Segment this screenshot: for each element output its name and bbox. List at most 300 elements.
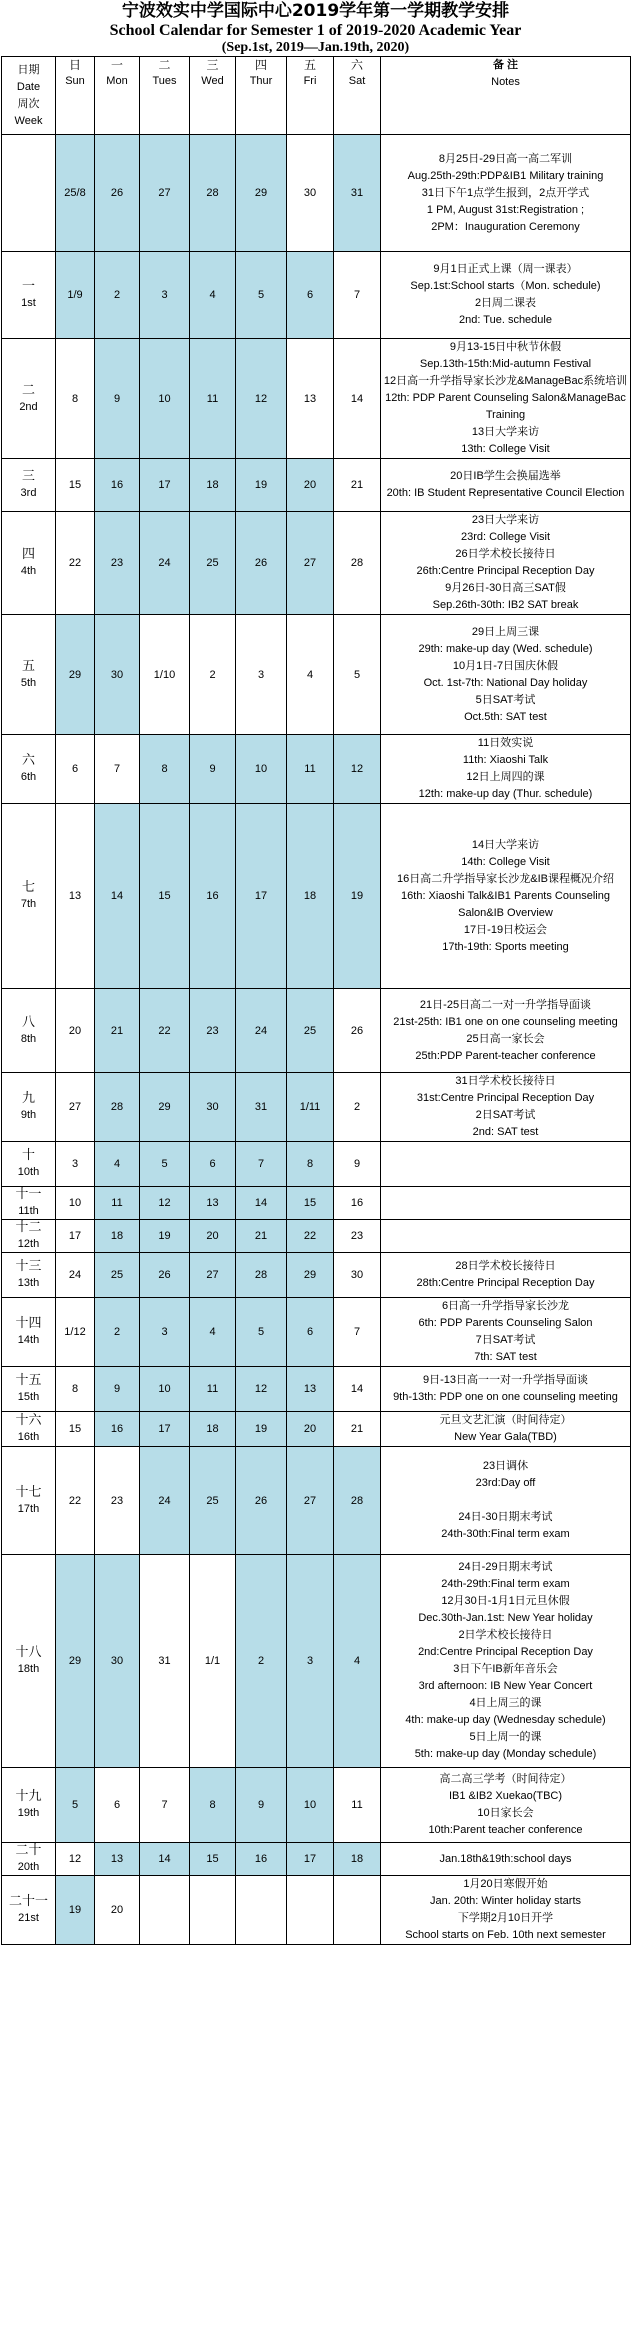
week-number-en: 18th [17, 1663, 40, 1676]
day-cell-sun: 6 [56, 735, 95, 804]
note-line: 21日-25日高二一对一升学指导面谈 [419, 998, 592, 1011]
week-row [2, 135, 631, 252]
week-number-zh: 四 [21, 547, 35, 563]
notes-cell [381, 512, 631, 615]
note-line: 20日IB学生会换届选举 [450, 470, 561, 483]
notes-cell [381, 1187, 631, 1220]
title-english: School Calendar for Semester 1 of 2019-2020 Academic Year [109, 21, 522, 39]
day-cell-sun: 29 [56, 615, 95, 735]
day-cell-tue: 29 [140, 1073, 190, 1142]
day-cell-mon: 9 [95, 1367, 140, 1412]
day-cell-wed: 11 [190, 1367, 236, 1412]
day-cell-sun: 19 [56, 1876, 95, 1945]
day-cell-thu: 16 [236, 1843, 287, 1876]
day-cell-sun: 24 [56, 1253, 95, 1298]
week-number-en: 6th [20, 771, 37, 784]
day-header-wed: 三 Wed [190, 57, 236, 135]
day-cell-tue: 1/10 [140, 615, 190, 735]
day-cell-sat: 21 [334, 459, 381, 512]
week-number-zh: 三 [21, 469, 35, 485]
day-cell-sat: 7 [334, 252, 381, 339]
day-cell-sun: 22 [56, 1447, 95, 1555]
day-cell-wed: 28 [190, 135, 236, 252]
day-cell-sat: 7 [334, 1298, 381, 1367]
day-cell-tue: 3 [140, 252, 190, 339]
week-number-cell [2, 1220, 56, 1253]
note-line: 14th: College Visit [461, 855, 550, 868]
note-line: School starts on Feb. 10th next semester [405, 1929, 606, 1942]
note-line: 24日-30日期末考试 [458, 1511, 553, 1524]
day-cell-wed: 11 [190, 339, 236, 459]
week-number-cell [2, 804, 56, 989]
day-cell-tue: 19 [140, 1220, 190, 1253]
day-cell-mon: 4 [95, 1142, 140, 1187]
day-cell-sat: 21 [334, 1412, 381, 1447]
note-line: 12th: make-up day (Thur. schedule) [418, 788, 593, 801]
note-line: 下学期2月10日开学 [457, 1912, 554, 1925]
note-line: 2日周二课表 [474, 297, 537, 310]
week-number-zh: 二十一 [8, 1894, 48, 1910]
day-cell-sun: 25/8 [56, 135, 95, 252]
note-line: 23日调休 [482, 1460, 529, 1473]
note-line: Jan.18th&19th:school days [439, 1852, 572, 1865]
week-number-cell [2, 1142, 56, 1187]
day-cell-fri: 20 [287, 1412, 334, 1447]
day-cell-tue: 31 [140, 1555, 190, 1768]
day-cell-mon: 28 [95, 1073, 140, 1142]
note-line: 16日高二升学指导家长沙龙&IB课程概况介绍 [397, 872, 614, 885]
note-line: 13th: College Visit [461, 443, 550, 456]
note-line: 9月13-15日中秋节休假 [449, 341, 562, 354]
week-row [2, 1768, 631, 1843]
notes-cell [381, 615, 631, 735]
day-header-fri: 五 Fri [287, 57, 334, 135]
note-line: 4日上周三的课 [469, 1697, 542, 1710]
note-line: 2nd: SAT test [472, 1126, 539, 1139]
day-cell-sun: 15 [56, 459, 95, 512]
day-cell-fri: 10 [287, 1768, 334, 1843]
note-line: 5th: make-up day (Monday schedule) [414, 1748, 597, 1761]
note-line: 8月25日-29日高一高二军训 [438, 152, 573, 165]
day-cell-fri: 27 [287, 1447, 334, 1555]
day-cell-sun: 8 [56, 339, 95, 459]
day-cell-thu [236, 1876, 287, 1945]
notes-cell [381, 1298, 631, 1367]
day-cell-thu: 19 [236, 459, 287, 512]
week-number-zh: 一 [21, 279, 35, 295]
notes-cell [381, 1142, 631, 1187]
day-cell-thu: 3 [236, 615, 287, 735]
day-cell-sun: 5 [56, 1768, 95, 1843]
notes-cell [381, 459, 631, 512]
day-cell-sat: 4 [334, 1555, 381, 1768]
week-number-zh: 十三 [15, 1259, 42, 1275]
note-line: 11日效实说 [477, 737, 534, 750]
note-line: 9月1日正式上课（周一课表） [433, 263, 578, 276]
day-cell-mon: 30 [95, 1555, 140, 1768]
week-number-cell [2, 1447, 56, 1555]
day-cell-tue: 14 [140, 1843, 190, 1876]
week-number-zh: 七 [21, 880, 35, 896]
week-number-cell [2, 1843, 56, 1876]
week-row [2, 512, 631, 615]
week-row [2, 735, 631, 804]
week-number-en: 5th [20, 676, 37, 689]
day-cell-thu: 24 [236, 989, 287, 1073]
day-cell-wed: 13 [190, 1187, 236, 1220]
day-cell-fri [287, 1876, 334, 1945]
week-label-en: Week [14, 114, 43, 127]
note-line: 12月30日-1月1日元旦休假 [441, 1595, 570, 1608]
note-line: 13日大学来访 [471, 426, 540, 439]
note-line: 17th-19th: Sports meeting [442, 940, 569, 953]
day-cell-sat: 19 [334, 804, 381, 989]
week-row [2, 1843, 631, 1876]
day-cell-sat: 18 [334, 1843, 381, 1876]
day-cell-wed: 6 [190, 1142, 236, 1187]
day-cell-sat: 14 [334, 339, 381, 459]
week-number-en: 11th [18, 1205, 39, 1218]
note-line: 2日SAT考试 [475, 1109, 536, 1122]
day-cell-fri: 15 [287, 1187, 334, 1220]
week-row [2, 1447, 631, 1555]
week-number-cell [2, 1253, 56, 1298]
week-number-cell [2, 252, 56, 339]
week-number-en: 7th [20, 898, 37, 911]
day-cell-wed: 9 [190, 735, 236, 804]
week-row [2, 339, 631, 459]
week-number-cell [2, 512, 56, 615]
note-line: 2PM：Inauguration Ceremony [431, 220, 580, 233]
note-line: 2nd: Tue. schedule [459, 314, 552, 327]
day-cell-mon: 23 [95, 1447, 140, 1555]
week-row [2, 1876, 631, 1945]
week-row [2, 615, 631, 735]
week-number-en: 19th [17, 1807, 40, 1820]
week-number-en: 2nd [19, 400, 38, 413]
day-cell-tue: 26 [140, 1253, 190, 1298]
day-cell-tue: 10 [140, 1367, 190, 1412]
note-line: 23日大学来访 [471, 514, 540, 527]
day-cell-sun: 1/12 [56, 1298, 95, 1367]
note-line: 17日-19日校运会 [463, 923, 548, 936]
week-number-cell [2, 1187, 56, 1220]
day-cell-wed: 20 [190, 1220, 236, 1253]
day-cell-tue: 8 [140, 735, 190, 804]
day-cell-thu: 9 [236, 1768, 287, 1843]
note-line: 31st:Centre Principal Reception Day [416, 1092, 595, 1105]
note-line: Sep.1st:School starts（Mon. schedule) [410, 280, 601, 293]
day-cell-mon: 14 [95, 804, 140, 989]
note-line: Dec.30th-Jan.1st: New Year holiday [418, 1612, 593, 1625]
note-line: 10月1日-7日国庆休假 [452, 659, 559, 672]
day-cell-thu: 29 [236, 135, 287, 252]
day-cell-fri: 29 [287, 1253, 334, 1298]
day-cell-sat: 31 [334, 135, 381, 252]
day-cell-fri: 13 [287, 339, 334, 459]
day-cell-fri: 22 [287, 1220, 334, 1253]
note-line: 20th: IB Student Representative Council Election [386, 487, 625, 500]
week-number-cell [2, 1073, 56, 1142]
day-cell-thu: 12 [236, 339, 287, 459]
notes-cell [381, 804, 631, 989]
day-cell-tue: 10 [140, 339, 190, 459]
notes-cell [381, 1253, 631, 1298]
week-number-zh: 二十 [15, 1843, 42, 1859]
week-number-zh: 十四 [15, 1316, 42, 1332]
day-cell-mon: 21 [95, 989, 140, 1073]
week-row [2, 1555, 631, 1768]
day-cell-tue: 7 [140, 1768, 190, 1843]
note-line: 26日学术校长接待日 [455, 548, 556, 561]
day-cell-mon: 2 [95, 252, 140, 339]
day-cell-wed: 4 [190, 1298, 236, 1367]
note-line: 6日高一升学指导家长沙龙 [441, 1300, 570, 1313]
note-line: 24th-29th:Final term exam [441, 1578, 570, 1591]
week-number-cell [2, 1412, 56, 1447]
note-line: 28th:Centre Principal Reception Day [416, 1277, 595, 1290]
day-header-mon: 一 Mon [95, 57, 140, 135]
day-cell-fri: 25 [287, 989, 334, 1073]
day-cell-fri: 6 [287, 252, 334, 339]
note-line: 31日学术校长接待日 [455, 1075, 556, 1088]
note-line: 24日-29日期末考试 [458, 1561, 553, 1574]
week-number-cell [2, 135, 56, 252]
week-number-cell [2, 615, 56, 735]
note-line: 9月26日-30日高三SAT假 [445, 582, 566, 595]
week-number-zh: 六 [21, 753, 35, 769]
notes-cell [381, 1220, 631, 1253]
week-row [2, 1073, 631, 1142]
day-cell-thu: 5 [236, 252, 287, 339]
day-cell-tue: 15 [140, 804, 190, 989]
day-cell-wed [190, 1876, 236, 1945]
week-number-en: 20th [17, 1861, 40, 1874]
date-week-header-cell [2, 57, 56, 135]
note-line: 5日SAT考试 [475, 693, 536, 706]
day-cell-thu: 12 [236, 1367, 287, 1412]
day-cell-wed: 1/1 [190, 1555, 236, 1768]
note-line: 5日上周一的课 [469, 1731, 542, 1744]
week-number-zh: 九 [21, 1091, 35, 1107]
week-number-cell [2, 339, 56, 459]
week-number-cell [2, 1298, 56, 1367]
week-number-cell [2, 459, 56, 512]
note-line: 23rd: College Visit [460, 531, 551, 544]
note-line: 12th: PDP Parent Counseling Salon&ManageBac Training [385, 392, 626, 422]
note-line: IB1 &IB2 Xuekao(TBC) [448, 1790, 563, 1803]
day-cell-mon: 11 [95, 1187, 140, 1220]
note-line: Jan. 20th: Winter holiday starts [429, 1895, 581, 1908]
week-number-zh: 二 [21, 382, 35, 398]
day-header-sat: 六 Sat [334, 57, 381, 135]
note-line: 12日高一升学指导家长沙龙&ManageBac系统培训 [383, 375, 628, 388]
day-cell-mon: 26 [95, 135, 140, 252]
note-line: 31日下午1点学生报到，2点开学式 [421, 186, 590, 199]
week-number-en: 13th [17, 1277, 40, 1290]
week-row [2, 1187, 631, 1220]
week-row [2, 804, 631, 989]
day-cell-thu: 28 [236, 1253, 287, 1298]
notes-cell [381, 339, 631, 459]
note-line: 3rd afternoon: IB New Year Concert [418, 1680, 593, 1693]
note-line: New Year Gala(TBD) [454, 1431, 557, 1444]
week-number-en: 8th [20, 1032, 37, 1045]
note-line: 6th: PDP Parents Counseling Salon [418, 1317, 593, 1330]
week-number-zh: 十一 [15, 1187, 42, 1203]
day-cell-fri: 20 [287, 459, 334, 512]
note-line: 7日SAT考试 [475, 1334, 536, 1347]
week-number-cell [2, 989, 56, 1073]
title-date-range: (Sep.1st, 2019—Jan.19th, 2020) [221, 39, 410, 55]
day-cell-wed: 8 [190, 1768, 236, 1843]
day-cell-thu: 31 [236, 1073, 287, 1142]
note-line: 高二高三学考（时间待定） [439, 1773, 572, 1786]
note-line: Aug.25th-29th:PDP&IB1 Military training [407, 169, 604, 182]
day-cell-fri: 8 [287, 1142, 334, 1187]
week-label-zh: 周次 [17, 97, 40, 110]
notes-cell [381, 1876, 631, 1945]
day-cell-mon: 16 [95, 459, 140, 512]
note-line [381, 1492, 630, 1509]
note-line: 24th-30th:Final term exam [441, 1528, 570, 1541]
week-row [2, 459, 631, 512]
week-row [2, 1412, 631, 1447]
week-number-zh: 十六 [15, 1413, 42, 1429]
note-line: 10日家长会 [477, 1807, 534, 1820]
day-cell-tue [140, 1876, 190, 1945]
notes-cell [381, 135, 631, 252]
day-cell-mon: 2 [95, 1298, 140, 1367]
day-cell-mon: 7 [95, 735, 140, 804]
note-line: 1月20日寒假开始 [463, 1878, 548, 1891]
week-number-cell [2, 1555, 56, 1768]
day-cell-sat: 5 [334, 615, 381, 735]
notes-cell [381, 1073, 631, 1142]
calendar-table [1, 56, 631, 1945]
day-cell-thu: 14 [236, 1187, 287, 1220]
day-cell-sat: 26 [334, 989, 381, 1073]
day-cell-mon: 6 [95, 1768, 140, 1843]
day-cell-fri: 13 [287, 1367, 334, 1412]
note-line: Sep.26th-30th: IB2 SAT break [432, 599, 579, 612]
note-line: 2nd:Centre Principal Reception Day [418, 1646, 593, 1659]
day-cell-tue: 24 [140, 1447, 190, 1555]
day-cell-thu: 26 [236, 1447, 287, 1555]
day-cell-tue: 27 [140, 135, 190, 252]
week-number-zh: 十九 [15, 1789, 42, 1805]
week-number-en: 21st [18, 1912, 39, 1925]
week-number-cell [2, 1768, 56, 1843]
day-cell-wed: 18 [190, 1412, 236, 1447]
week-row [2, 1298, 631, 1367]
day-cell-fri: 30 [287, 135, 334, 252]
week-number-cell [2, 735, 56, 804]
day-cell-thu: 21 [236, 1220, 287, 1253]
day-cell-fri: 4 [287, 615, 334, 735]
week-number-zh: 五 [21, 658, 35, 674]
note-line: 16th: Xiaoshi Talk&IB1 Parents Counseling Salon&IB Overview [401, 889, 610, 919]
day-cell-sun: 12 [56, 1843, 95, 1876]
week-number-en: 9th [20, 1109, 37, 1122]
day-cell-thu: 2 [236, 1555, 287, 1768]
week-row [2, 1367, 631, 1412]
notes-cell [381, 1555, 631, 1768]
date-label-zh: 日期 [17, 63, 40, 76]
day-cell-fri: 17 [287, 1843, 334, 1876]
day-cell-mon: 23 [95, 512, 140, 615]
day-cell-thu: 26 [236, 512, 287, 615]
note-line: 4th: make-up day (Wednesday schedule) [405, 1714, 606, 1727]
day-header-thu: 四 Thur [236, 57, 287, 135]
day-cell-wed: 4 [190, 252, 236, 339]
date-label-en: Date [16, 80, 41, 93]
notes-cell [381, 252, 631, 339]
day-cell-sun: 10 [56, 1187, 95, 1220]
notes-cell [381, 1768, 631, 1843]
day-cell-wed: 18 [190, 459, 236, 512]
day-cell-sat: 2 [334, 1073, 381, 1142]
week-row [2, 1253, 631, 1298]
note-line: 14日大学来访 [471, 838, 540, 851]
note-line: 29th: make-up day (Wed. schedule) [418, 642, 593, 655]
day-cell-fri: 27 [287, 512, 334, 615]
day-cell-sun: 8 [56, 1367, 95, 1412]
note-line: 9日-13日高一一对一升学指导面谈 [422, 1374, 588, 1387]
day-cell-fri: 11 [287, 735, 334, 804]
day-cell-sat: 30 [334, 1253, 381, 1298]
day-cell-sun: 13 [56, 804, 95, 989]
day-cell-wed: 25 [190, 1447, 236, 1555]
day-cell-wed: 23 [190, 989, 236, 1073]
day-cell-fri: 6 [287, 1298, 334, 1367]
note-line: Oct.5th: SAT test [464, 710, 547, 723]
day-cell-mon: 25 [95, 1253, 140, 1298]
day-cell-thu: 5 [236, 1298, 287, 1367]
day-cell-fri: 1/11 [287, 1073, 334, 1142]
week-number-en: 10th [17, 1166, 40, 1179]
notes-cell [381, 1412, 631, 1447]
day-cell-mon: 13 [95, 1843, 140, 1876]
week-number-cell [2, 1367, 56, 1412]
day-cell-thu: 10 [236, 735, 287, 804]
day-cell-mon: 9 [95, 339, 140, 459]
day-cell-thu: 7 [236, 1142, 287, 1187]
week-row [2, 989, 631, 1073]
note-line: 9th-13th: PDP one on one counseling meeting [393, 1391, 618, 1404]
note-line: 25th:PDP Parent-teacher conference [415, 1049, 596, 1062]
note-line: 12日上周四的课 [466, 771, 545, 784]
day-header-tue: 二 Tues [140, 57, 190, 135]
day-header-sun: 日 Sun [56, 57, 95, 135]
day-cell-wed: 25 [190, 512, 236, 615]
day-cell-wed: 16 [190, 804, 236, 989]
note-line: 元旦文艺汇演（时间待定） [439, 1414, 572, 1427]
week-number-zh: 十二 [15, 1220, 42, 1236]
day-cell-sun: 17 [56, 1220, 95, 1253]
day-cell-wed: 15 [190, 1843, 236, 1876]
week-number-en: 17th [17, 1502, 40, 1515]
week-row [2, 252, 631, 339]
day-cell-sat: 12 [334, 735, 381, 804]
day-cell-thu: 17 [236, 804, 287, 989]
day-cell-sat: 14 [334, 1367, 381, 1412]
week-number-en: 16th [17, 1431, 40, 1444]
note-line: 10th:Parent teacher conference [428, 1824, 583, 1837]
notes-cell [381, 735, 631, 804]
day-cell-tue: 24 [140, 512, 190, 615]
week-number-en: 12th [17, 1238, 40, 1251]
